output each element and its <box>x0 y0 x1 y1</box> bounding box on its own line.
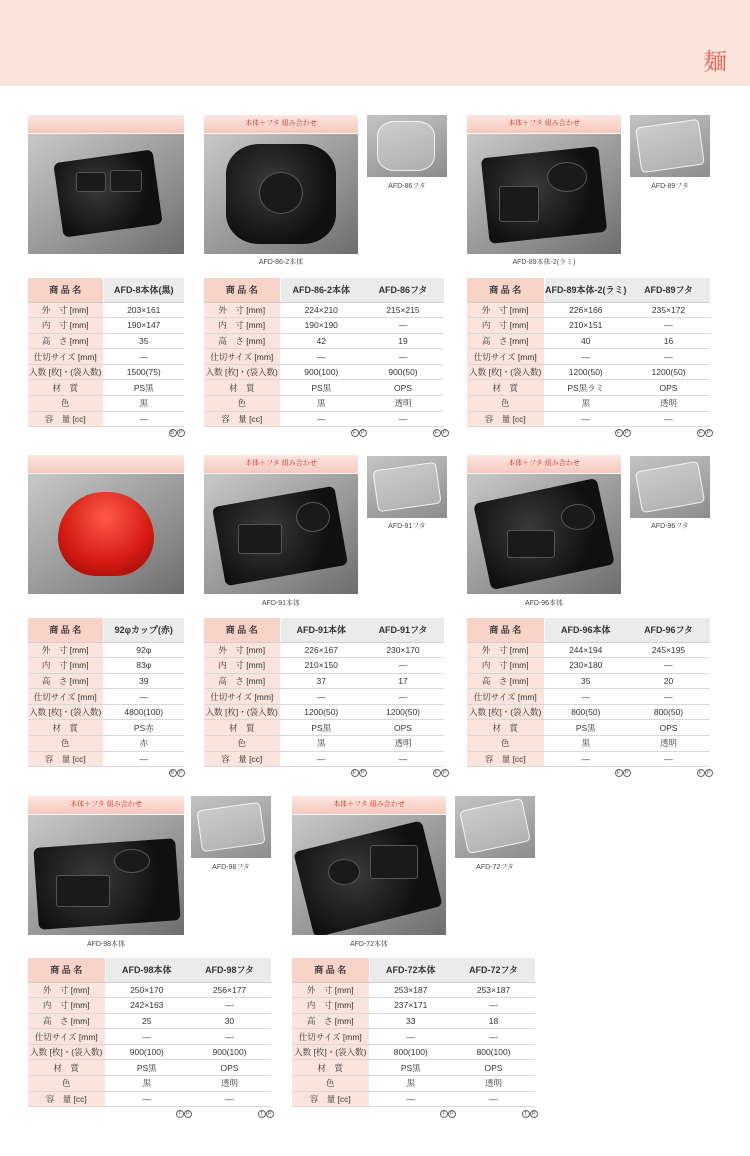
cert-mark: F P <box>432 429 449 437</box>
cert-mark: F P <box>614 429 631 437</box>
lid-photo-afd91 <box>367 456 447 518</box>
body-capacity: — <box>280 751 362 767</box>
lid-material: OPS <box>188 1060 271 1076</box>
label-outer: 外 寸 [mm] <box>28 302 103 318</box>
label-height: 高 さ [mm] <box>467 333 544 349</box>
body-partition: — <box>280 349 362 365</box>
header-band <box>0 0 750 86</box>
lid-qty: 1200(50) <box>362 704 444 720</box>
lid-outer: 253×187 <box>452 982 535 998</box>
lid-partition: — <box>362 689 444 705</box>
lid-capacity: — <box>188 1091 271 1107</box>
label-qty: 入数 [枚]・(袋入数) <box>292 1044 369 1060</box>
label-name: 商 品 名 <box>204 278 280 302</box>
label-color: 色 <box>28 1076 105 1092</box>
label-inner: 内 寸 [mm] <box>28 998 105 1014</box>
body-outer: 226×166 <box>544 302 627 318</box>
lid-capacity: — <box>362 411 444 427</box>
label-color: 色 <box>28 396 103 412</box>
lid-capacity: — <box>627 411 710 427</box>
label-qty: 入数 [枚]・(袋入数) <box>204 704 280 720</box>
lid-name: AFD-89フタ <box>627 278 710 302</box>
lid-outer: 230×170 <box>362 642 444 658</box>
body-qty: 900(100) <box>280 364 362 380</box>
label-qty: 入数 [枚]・(袋入数) <box>467 704 544 720</box>
body-name: AFD-86-2本体 <box>280 278 362 302</box>
value-inner: 83φ <box>103 658 184 674</box>
cert-mark: T P <box>257 1110 274 1118</box>
body-name: AFD-98本体 <box>105 958 188 982</box>
lid-qty: 1200(50) <box>627 364 710 380</box>
value-material: PS赤 <box>103 720 184 736</box>
page-title: 麺 <box>703 48 728 76</box>
product-photo-afd98 <box>28 815 184 935</box>
value-capacity: — <box>103 751 184 767</box>
label-qty: 入数 [枚]・(袋入数) <box>28 704 103 720</box>
value-outer: 203×161 <box>103 302 184 318</box>
lid-photo-afd96 <box>630 456 710 518</box>
label-partition: 仕切サイズ [mm] <box>28 689 103 705</box>
body-partition: — <box>105 1029 188 1045</box>
label-name: 商 品 名 <box>292 958 369 982</box>
body-outer: 253×187 <box>369 982 452 998</box>
lid-height: 19 <box>362 333 444 349</box>
product-name: 92φカップ(赤) <box>103 618 184 642</box>
body-inner: 242×163 <box>105 998 188 1014</box>
combo-bar: 本体＋フタ 組み合わせ <box>467 115 621 133</box>
caption-lid: AFD-98フタ <box>212 864 250 871</box>
label-qty: 入数 [枚]・(袋入数) <box>204 364 280 380</box>
caption-lid: AFD-89フタ <box>651 183 689 190</box>
lid-color: 透明 <box>362 736 444 752</box>
lid-photo-afd72 <box>455 796 535 858</box>
label-inner: 内 寸 [mm] <box>28 658 103 674</box>
body-material: PS黒 <box>105 1060 188 1076</box>
product-photo-afd8 <box>28 134 184 254</box>
label-height: 高 さ [mm] <box>204 673 280 689</box>
lid-name: AFD-91フタ <box>362 618 444 642</box>
label-capacity: 容 量 [cc] <box>292 1091 369 1107</box>
caption-body: AFD-72本体 <box>349 941 389 948</box>
label-partition: 仕切サイズ [mm] <box>292 1029 369 1045</box>
lid-name: AFD-98フタ <box>188 958 271 982</box>
red-cup <box>58 492 154 576</box>
label-color: 色 <box>467 396 544 412</box>
label-partition: 仕切サイズ [mm] <box>28 349 103 365</box>
label-capacity: 容 量 [cc] <box>204 751 280 767</box>
label-outer: 外 寸 [mm] <box>28 642 103 658</box>
label-outer: 外 寸 [mm] <box>28 982 105 998</box>
label-capacity: 容 量 [cc] <box>467 411 544 427</box>
value-capacity: — <box>103 411 184 427</box>
body-capacity: — <box>544 751 627 767</box>
label-color: 色 <box>28 736 103 752</box>
body-inner: 237×171 <box>369 998 452 1014</box>
caption-body: AFD-96本体 <box>524 600 564 607</box>
label-color: 色 <box>292 1076 369 1092</box>
lid-height: 17 <box>362 673 444 689</box>
label-outer: 外 寸 [mm] <box>292 982 369 998</box>
caption-lid: AFD-96フタ <box>651 523 689 530</box>
caption-body: AFD-91本体 <box>261 600 301 607</box>
lid-color: 透明 <box>452 1076 535 1092</box>
label-partition: 仕切サイズ [mm] <box>204 689 280 705</box>
lid-outer: 235×172 <box>627 302 710 318</box>
lid-material: OPS <box>627 720 710 736</box>
body-name: AFD-91本体 <box>280 618 362 642</box>
label-partition: 仕切サイズ [mm] <box>204 349 280 365</box>
body-capacity: — <box>369 1091 452 1107</box>
label-name: 商 品 名 <box>467 278 544 302</box>
body-material: PS黒 <box>280 380 362 396</box>
spec-table-afd96 <box>467 618 710 767</box>
body-inner: 210×150 <box>280 658 362 674</box>
spec-table-afd8 <box>28 278 184 427</box>
lid-name: AFD-96フタ <box>627 618 710 642</box>
caption-body: AFD-98本体 <box>86 941 126 948</box>
combo-bar <box>28 115 184 133</box>
lid-color: 透明 <box>362 396 444 412</box>
lid-inner: — <box>627 318 710 334</box>
cert-mark: B P <box>170 770 184 776</box>
lid-height: 20 <box>627 673 710 689</box>
body-qty: 1200(50) <box>544 364 627 380</box>
body-outer: 244×194 <box>544 642 627 658</box>
combo-bar: 本体＋フタ 組み合わせ <box>467 455 621 473</box>
body-qty: 1200(50) <box>280 704 362 720</box>
lid-photo-afd86 <box>367 115 447 177</box>
lid-capacity: — <box>627 751 710 767</box>
label-material: 材 質 <box>28 1060 105 1076</box>
spec-table-cup92 <box>28 618 184 767</box>
lid-partition: — <box>627 689 710 705</box>
product-photo-afd89 <box>467 134 621 254</box>
spec-table-afd98 <box>28 958 271 1107</box>
label-material: 材 質 <box>467 720 544 736</box>
body-name: AFD-89本体-2(ラミ) <box>544 278 627 302</box>
lid-inner: — <box>452 998 535 1014</box>
lid-inner: — <box>627 658 710 674</box>
lid-inner: — <box>188 998 271 1014</box>
label-capacity: 容 量 [cc] <box>467 751 544 767</box>
label-height: 高 さ [mm] <box>28 673 103 689</box>
lid-partition: — <box>362 349 444 365</box>
label-outer: 外 寸 [mm] <box>467 302 544 318</box>
label-inner: 内 寸 [mm] <box>204 658 280 674</box>
value-material: PS黒 <box>103 380 184 396</box>
label-height: 高 さ [mm] <box>28 333 103 349</box>
value-height: 39 <box>103 673 184 689</box>
cert-mark: T P <box>521 1110 538 1118</box>
lid-partition: — <box>627 349 710 365</box>
body-inner: 190×190 <box>280 318 362 334</box>
label-color: 色 <box>204 736 280 752</box>
product-name: AFD-8本体(黒) <box>103 278 184 302</box>
caption-lid: AFD-72フタ <box>476 864 514 871</box>
body-partition: — <box>544 349 627 365</box>
label-material: 材 質 <box>292 1060 369 1076</box>
combo-bar: 本体＋フタ 組み合わせ <box>204 115 358 133</box>
combo-bar: 本体＋フタ 組み合わせ <box>292 796 446 814</box>
label-material: 材 質 <box>28 720 103 736</box>
body-color: 黒 <box>105 1076 188 1092</box>
label-height: 高 さ [mm] <box>292 1013 369 1029</box>
cert-mark: F P <box>696 769 713 777</box>
body-outer: 224×210 <box>280 302 362 318</box>
value-qty: 1500(75) <box>103 364 184 380</box>
lid-material: OPS <box>627 380 710 396</box>
lid-qty: 900(100) <box>188 1044 271 1060</box>
body-material: PS黒 <box>544 720 627 736</box>
body-inner: 230×180 <box>544 658 627 674</box>
lid-inner: — <box>362 318 444 334</box>
body-capacity: — <box>280 411 362 427</box>
body-inner: 210×151 <box>544 318 627 334</box>
cert-mark: F P <box>432 769 449 777</box>
label-height: 高 さ [mm] <box>204 333 280 349</box>
label-name: 商 品 名 <box>28 958 105 982</box>
lid-qty: 800(50) <box>627 704 710 720</box>
body-color: 黒 <box>280 396 362 412</box>
body-qty: 800(50) <box>544 704 627 720</box>
body-color: 黒 <box>544 396 627 412</box>
label-qty: 入数 [枚]・(袋入数) <box>28 1044 105 1060</box>
label-height: 高 さ [mm] <box>467 673 544 689</box>
lid-material: OPS <box>362 380 444 396</box>
body-outer: 250×170 <box>105 982 188 998</box>
lid-material: OPS <box>362 720 444 736</box>
combo-bar: 本体＋フタ 組み合わせ <box>204 455 358 473</box>
body-height: 35 <box>544 673 627 689</box>
label-color: 色 <box>467 736 544 752</box>
spec-table-afd89 <box>467 278 710 427</box>
label-material: 材 質 <box>28 380 103 396</box>
caption-body: AFD-86-2本体 <box>258 259 304 266</box>
body-qty: 800(100) <box>369 1044 452 1060</box>
body-material: PS黒ラミ <box>544 380 627 396</box>
value-partition: — <box>103 689 184 705</box>
caption-lid: AFD-86フタ <box>388 183 426 190</box>
lid-height: 16 <box>627 333 710 349</box>
spec-table-afd72 <box>292 958 535 1107</box>
lid-qty: 900(50) <box>362 364 444 380</box>
body-height: 37 <box>280 673 362 689</box>
lid-qty: 800(100) <box>452 1044 535 1060</box>
label-material: 材 質 <box>467 380 544 396</box>
lid-height: 18 <box>452 1013 535 1029</box>
body-capacity: — <box>544 411 627 427</box>
lid-name: AFD-86フタ <box>362 278 444 302</box>
value-qty: 4800(100) <box>103 704 184 720</box>
value-outer: 92φ <box>103 642 184 658</box>
body-height: 33 <box>369 1013 452 1029</box>
label-inner: 内 寸 [mm] <box>467 318 544 334</box>
caption-body: AFD-89本体-2(ラミ) <box>512 259 576 266</box>
caption-lid: AFD-91フタ <box>388 523 426 530</box>
label-name: 商 品 名 <box>204 618 280 642</box>
label-capacity: 容 量 [cc] <box>28 1091 105 1107</box>
product-photo-afd96 <box>467 474 621 594</box>
body-color: 黒 <box>369 1076 452 1092</box>
body-name: AFD-96本体 <box>544 618 627 642</box>
cert-mark: F P <box>350 769 367 777</box>
body-partition: — <box>280 689 362 705</box>
label-inner: 内 寸 [mm] <box>204 318 280 334</box>
label-outer: 外 寸 [mm] <box>467 642 544 658</box>
lid-capacity: — <box>362 751 444 767</box>
lid-photo-afd98 <box>191 796 271 858</box>
lid-color: 透明 <box>627 396 710 412</box>
label-color: 色 <box>204 396 280 412</box>
label-partition: 仕切サイズ [mm] <box>467 349 544 365</box>
body-height: 25 <box>105 1013 188 1029</box>
lid-color: 透明 <box>627 736 710 752</box>
lid-photo-afd89 <box>630 115 710 177</box>
lid-outer: 245×195 <box>627 642 710 658</box>
body-name: AFD-72本体 <box>369 958 452 982</box>
label-capacity: 容 量 [cc] <box>28 751 103 767</box>
product-photo-afd91 <box>204 474 358 594</box>
label-material: 材 質 <box>204 380 280 396</box>
lid-outer: 215×215 <box>362 302 444 318</box>
product-photo-afd72 <box>292 815 446 935</box>
body-color: 黒 <box>544 736 627 752</box>
spec-table-afd91 <box>204 618 444 767</box>
label-name: 商 品 名 <box>28 278 103 302</box>
label-partition: 仕切サイズ [mm] <box>467 689 544 705</box>
lid-height: 30 <box>188 1013 271 1029</box>
label-outer: 外 寸 [mm] <box>204 642 280 658</box>
body-outer: 226×167 <box>280 642 362 658</box>
lid-capacity: — <box>452 1091 535 1107</box>
cert-mark: F P <box>696 429 713 437</box>
label-qty: 入数 [枚]・(袋入数) <box>28 364 103 380</box>
cert-mark: T P <box>175 1110 192 1118</box>
lid-outer: 256×177 <box>188 982 271 998</box>
value-partition: — <box>103 349 184 365</box>
body-capacity: — <box>105 1091 188 1107</box>
cert-mark: F P <box>350 429 367 437</box>
label-inner: 内 寸 [mm] <box>467 658 544 674</box>
label-name: 商 品 名 <box>467 618 544 642</box>
label-capacity: 容 量 [cc] <box>204 411 280 427</box>
body-height: 40 <box>544 333 627 349</box>
value-color: 黒 <box>103 396 184 412</box>
lid-partition: — <box>188 1029 271 1045</box>
label-height: 高 さ [mm] <box>28 1013 105 1029</box>
label-inner: 内 寸 [mm] <box>28 318 103 334</box>
lid-name: AFD-72フタ <box>452 958 535 982</box>
label-partition: 仕切サイズ [mm] <box>28 1029 105 1045</box>
lid-material: OPS <box>452 1060 535 1076</box>
body-color: 黒 <box>280 736 362 752</box>
body-partition: — <box>369 1029 452 1045</box>
cert-mark: T P <box>439 1110 456 1118</box>
body-height: 42 <box>280 333 362 349</box>
product-photo-cup92 <box>28 474 184 594</box>
body-qty: 900(100) <box>105 1044 188 1060</box>
label-capacity: 容 量 [cc] <box>28 411 103 427</box>
product-photo-afd86 <box>204 134 358 254</box>
label-qty: 入数 [枚]・(袋入数) <box>467 364 544 380</box>
label-material: 材 質 <box>204 720 280 736</box>
cert-mark: B P <box>170 430 184 436</box>
label-name: 商 品 名 <box>28 618 103 642</box>
body-material: PS黒 <box>280 720 362 736</box>
label-inner: 内 寸 [mm] <box>292 998 369 1014</box>
lid-color: 透明 <box>188 1076 271 1092</box>
label-outer: 外 寸 [mm] <box>204 302 280 318</box>
value-height: 35 <box>103 333 184 349</box>
cert-mark: F P <box>614 769 631 777</box>
value-inner: 190×147 <box>103 318 184 334</box>
lid-partition: — <box>452 1029 535 1045</box>
spec-table-afd86 <box>204 278 444 427</box>
combo-bar <box>28 455 184 473</box>
value-color: 赤 <box>103 736 184 752</box>
combo-bar: 本体＋フタ 組み合わせ <box>28 796 184 814</box>
body-material: PS黒 <box>369 1060 452 1076</box>
body-partition: — <box>544 689 627 705</box>
lid-inner: — <box>362 658 444 674</box>
